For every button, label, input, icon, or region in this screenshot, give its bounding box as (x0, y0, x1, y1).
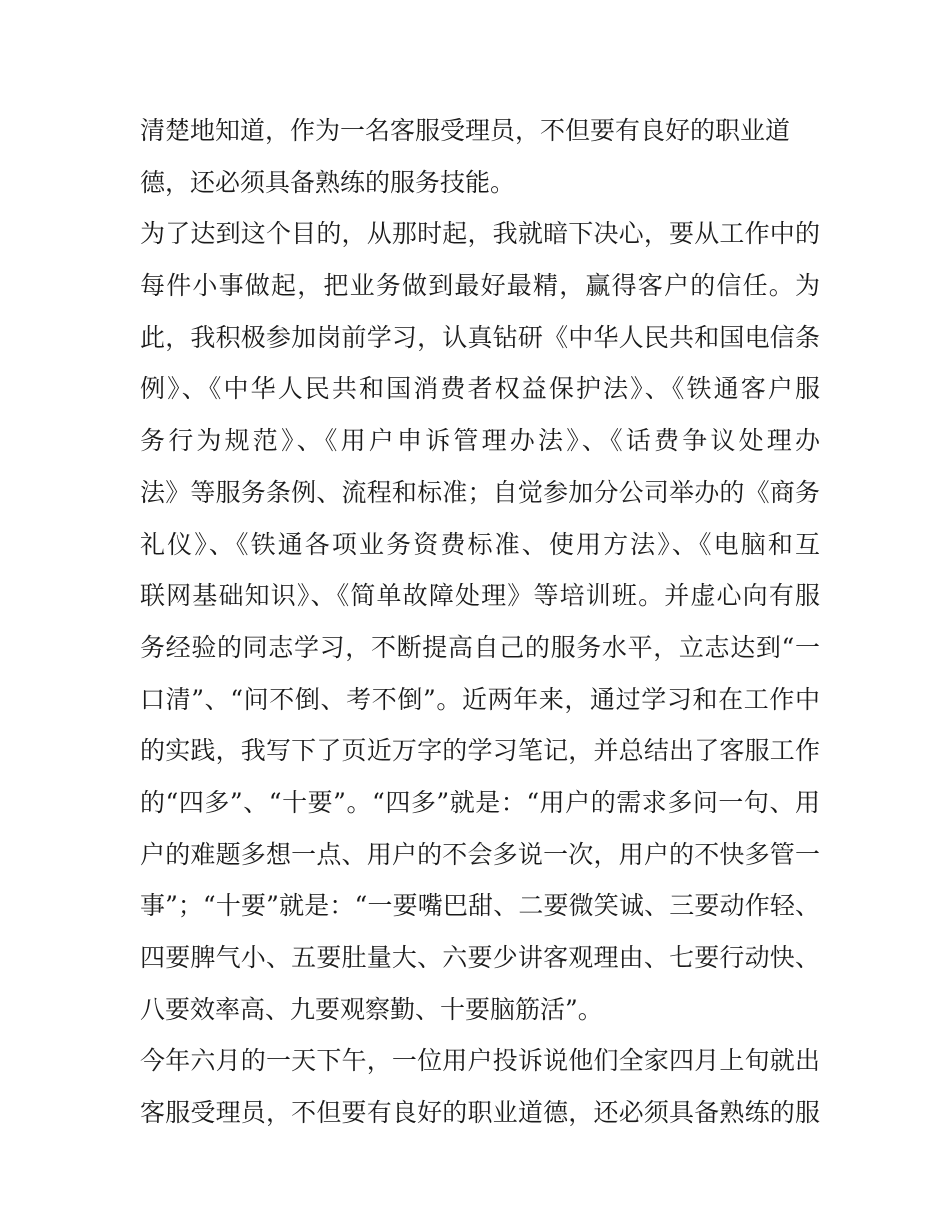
text-line-4: 每件小事做起，把业务做到最好最精，赢得客户的信任。为 (140, 271, 820, 301)
text-line-17: 四要脾气小、五要肚量大、六要少讲客观理由、七要行动快、 (140, 943, 820, 972)
text-line-12: 口清”、“问不倒、考不倒”。近两年来，通过学习和在工作中 (140, 684, 820, 714)
text-line-18: 八要效率高、九要观察勤、十要脑筋活”。 (140, 994, 603, 1024)
text-line-11: 务经验的同志学习，不断提高自己的服务水平，立志达到“一 (140, 632, 820, 662)
text-line-1: 清楚地知道，作为一名客服受理员，不但要有良好的职业道 (140, 116, 791, 145)
text-line-9: 礼仪》、《铁通各项业务资费标准、使用方法》、《电脑和互 (140, 529, 820, 559)
text-line-8: 法》等服务条例、流程和标准；自觉参加分公司举办的《商务 (140, 477, 820, 507)
text-line-15: 户的难题多想一点、用户的不会多说一次，用户的不快多管一 (140, 839, 820, 869)
text-line-16: 事”；“十要”就是：“一要嘴巴甜、二要微笑诚、三要动作轻、 (140, 891, 820, 921)
text-line-5: 此，我积极参加岗前学习，认真钻研《中华人民共和国电信条 (140, 322, 820, 352)
text-line-7: 务行为规范》、《用户申诉管理办法》、《话费争议处理办 (140, 426, 820, 456)
text-line-13: 的实践，我写下了页近万字的学习笔记，并总结出了客服工作 (140, 736, 820, 766)
text-line-19: 今年六月的一天下午，一位用户投诉说他们全家四月上旬就出 (140, 1046, 820, 1076)
text-line-10: 联网基础知识》、《简单故障处理》等培训班。并虚心向有服 (140, 581, 820, 611)
body-text (140, 105, 820, 1139)
text-line-20: 客服受理员，不但要有良好的职业道德，还必须具备熟练的服 (140, 1098, 820, 1128)
text-line-3: 为了达到这个目的，从那时起，我就暗下决心，要从工作中的 (140, 219, 820, 249)
text-line-6: 例》、《中华人民共和国消费者权益保护法》、《铁通客户服 (140, 374, 820, 404)
text-line-14: 的“四多”、“十要”。“四多”就是：“用户的需求多问一句、用 (140, 787, 820, 817)
text-line-2: 德，还必须具备熟练的服务技能。 (140, 167, 516, 197)
